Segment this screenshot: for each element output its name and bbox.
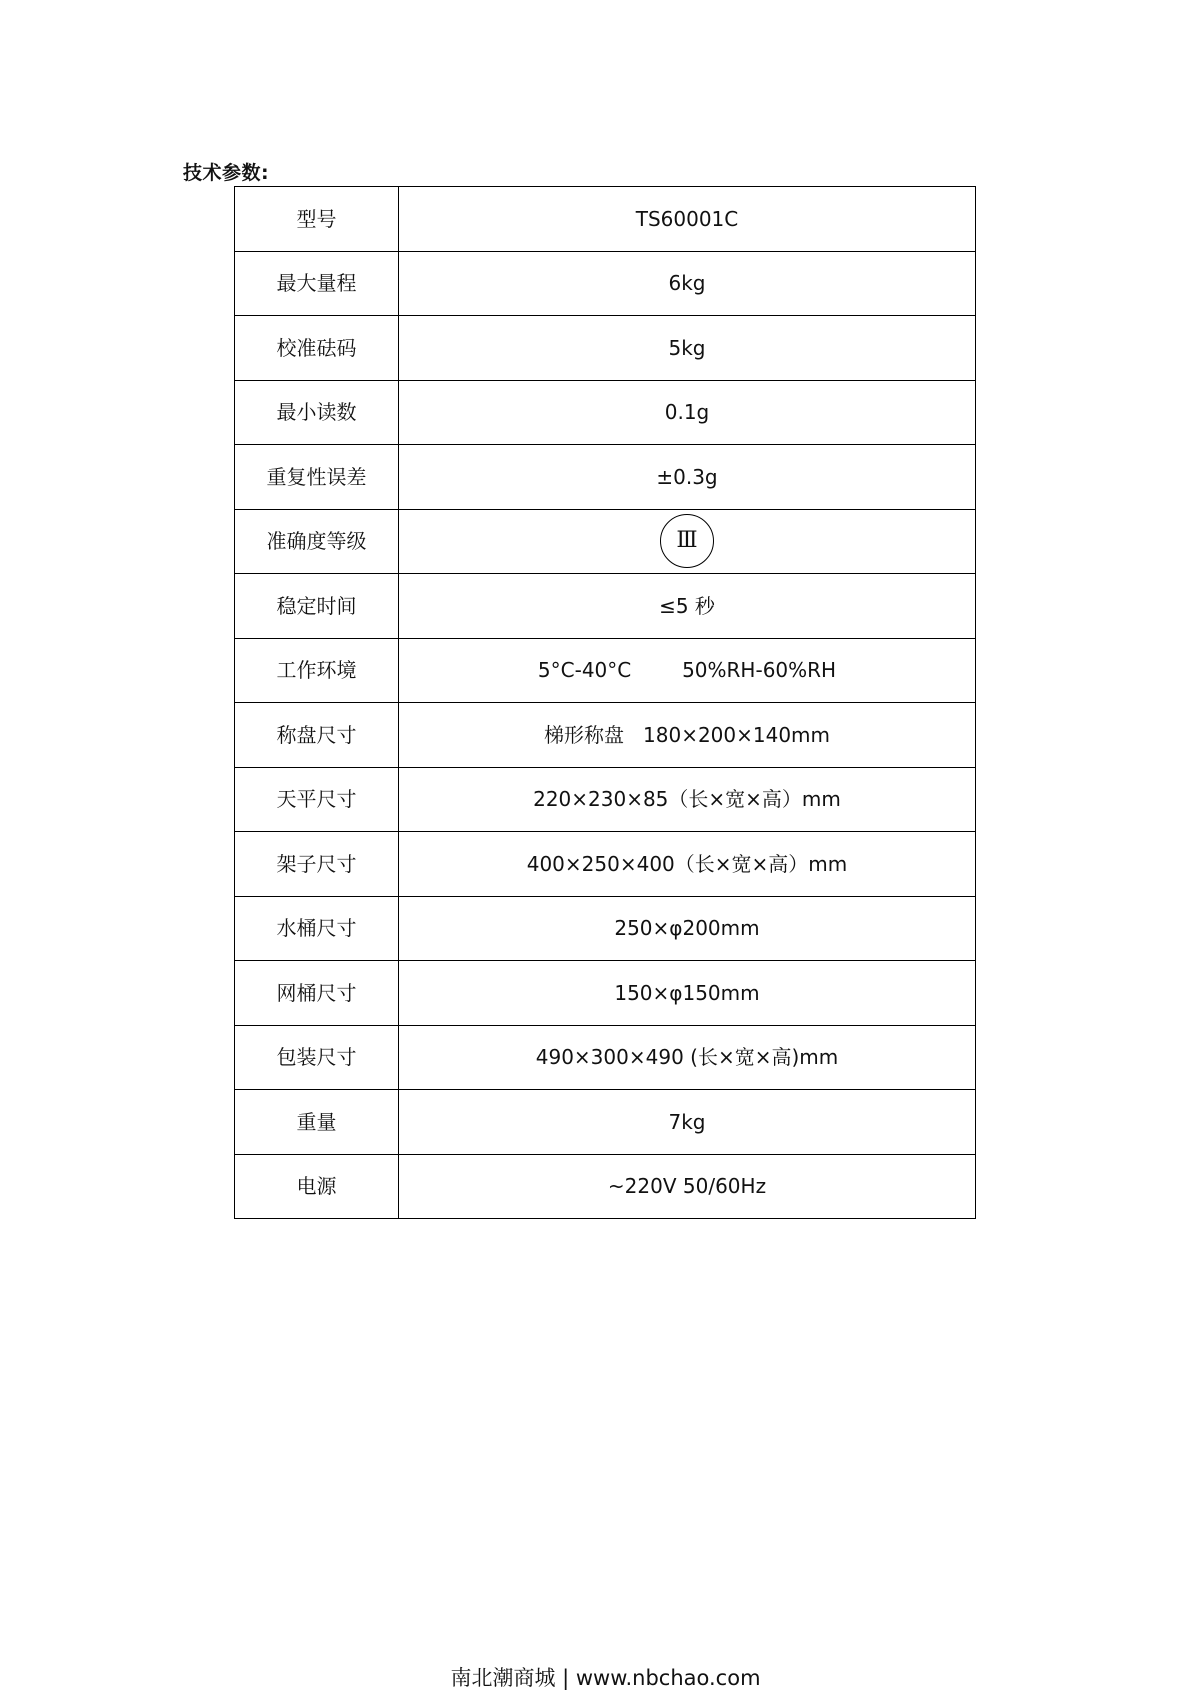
accuracy-grade-badge: Ⅲ	[660, 514, 714, 568]
param-label: 稳定时间	[235, 574, 399, 639]
param-label: 最小读数	[235, 380, 399, 445]
param-value: 梯形称盘 180×200×140mm	[399, 703, 976, 768]
param-label: 最大量程	[235, 251, 399, 316]
table-row	[235, 767, 976, 832]
param-value: ~220V 50/60Hz	[399, 1154, 976, 1219]
param-label: 电源	[235, 1154, 399, 1219]
param-value: 250×φ200mm	[399, 896, 976, 961]
table-row	[235, 445, 976, 510]
table-row	[235, 896, 976, 961]
table-row	[235, 638, 976, 703]
table-row	[235, 509, 976, 574]
param-label: 重量	[235, 1090, 399, 1155]
param-value: ≤5 秒	[399, 574, 976, 639]
param-label: 工作环境	[235, 638, 399, 703]
table-row	[235, 251, 976, 316]
table-row	[235, 574, 976, 639]
param-value: 5°C-40°C 50%RH-60%RH	[399, 638, 976, 703]
param-label: 准确度等级	[235, 509, 399, 574]
table-row	[235, 1154, 976, 1219]
table-row	[235, 832, 976, 897]
table-row	[235, 1090, 976, 1155]
table-row	[235, 1025, 976, 1090]
param-label: 称盘尺寸	[235, 703, 399, 768]
spec-table	[234, 186, 976, 1219]
param-value: 7kg	[399, 1090, 976, 1155]
param-value: TS60001C	[399, 187, 976, 252]
param-label: 包装尺寸	[235, 1025, 399, 1090]
table-row	[235, 703, 976, 768]
page-footer: 南北潮商城 | www.nbchao.com	[450, 1666, 761, 1690]
table-row	[235, 380, 976, 445]
param-label: 水桶尺寸	[235, 896, 399, 961]
param-value: 5kg	[399, 316, 976, 381]
param-value: 6kg	[399, 251, 976, 316]
param-value: 150×φ150mm	[399, 961, 976, 1026]
table-row	[235, 187, 976, 252]
param-value	[399, 509, 976, 574]
param-value: 400×250×400（长×宽×高）mm	[399, 832, 976, 897]
param-value: 490×300×490 (长×宽×高)mm	[399, 1025, 976, 1090]
param-label: 校准砝码	[235, 316, 399, 381]
param-label: 架子尺寸	[235, 832, 399, 897]
param-label: 型号	[235, 187, 399, 252]
param-value: ±0.3g	[399, 445, 976, 510]
table-row	[235, 961, 976, 1026]
param-label: 网桶尺寸	[235, 961, 399, 1026]
section-title: 技术参数:	[183, 162, 270, 184]
param-label: 重复性误差	[235, 445, 399, 510]
param-value: 220×230×85（长×宽×高）mm	[399, 767, 976, 832]
param-value: 0.1g	[399, 380, 976, 445]
table-row	[235, 316, 976, 381]
param-label: 天平尺寸	[235, 767, 399, 832]
